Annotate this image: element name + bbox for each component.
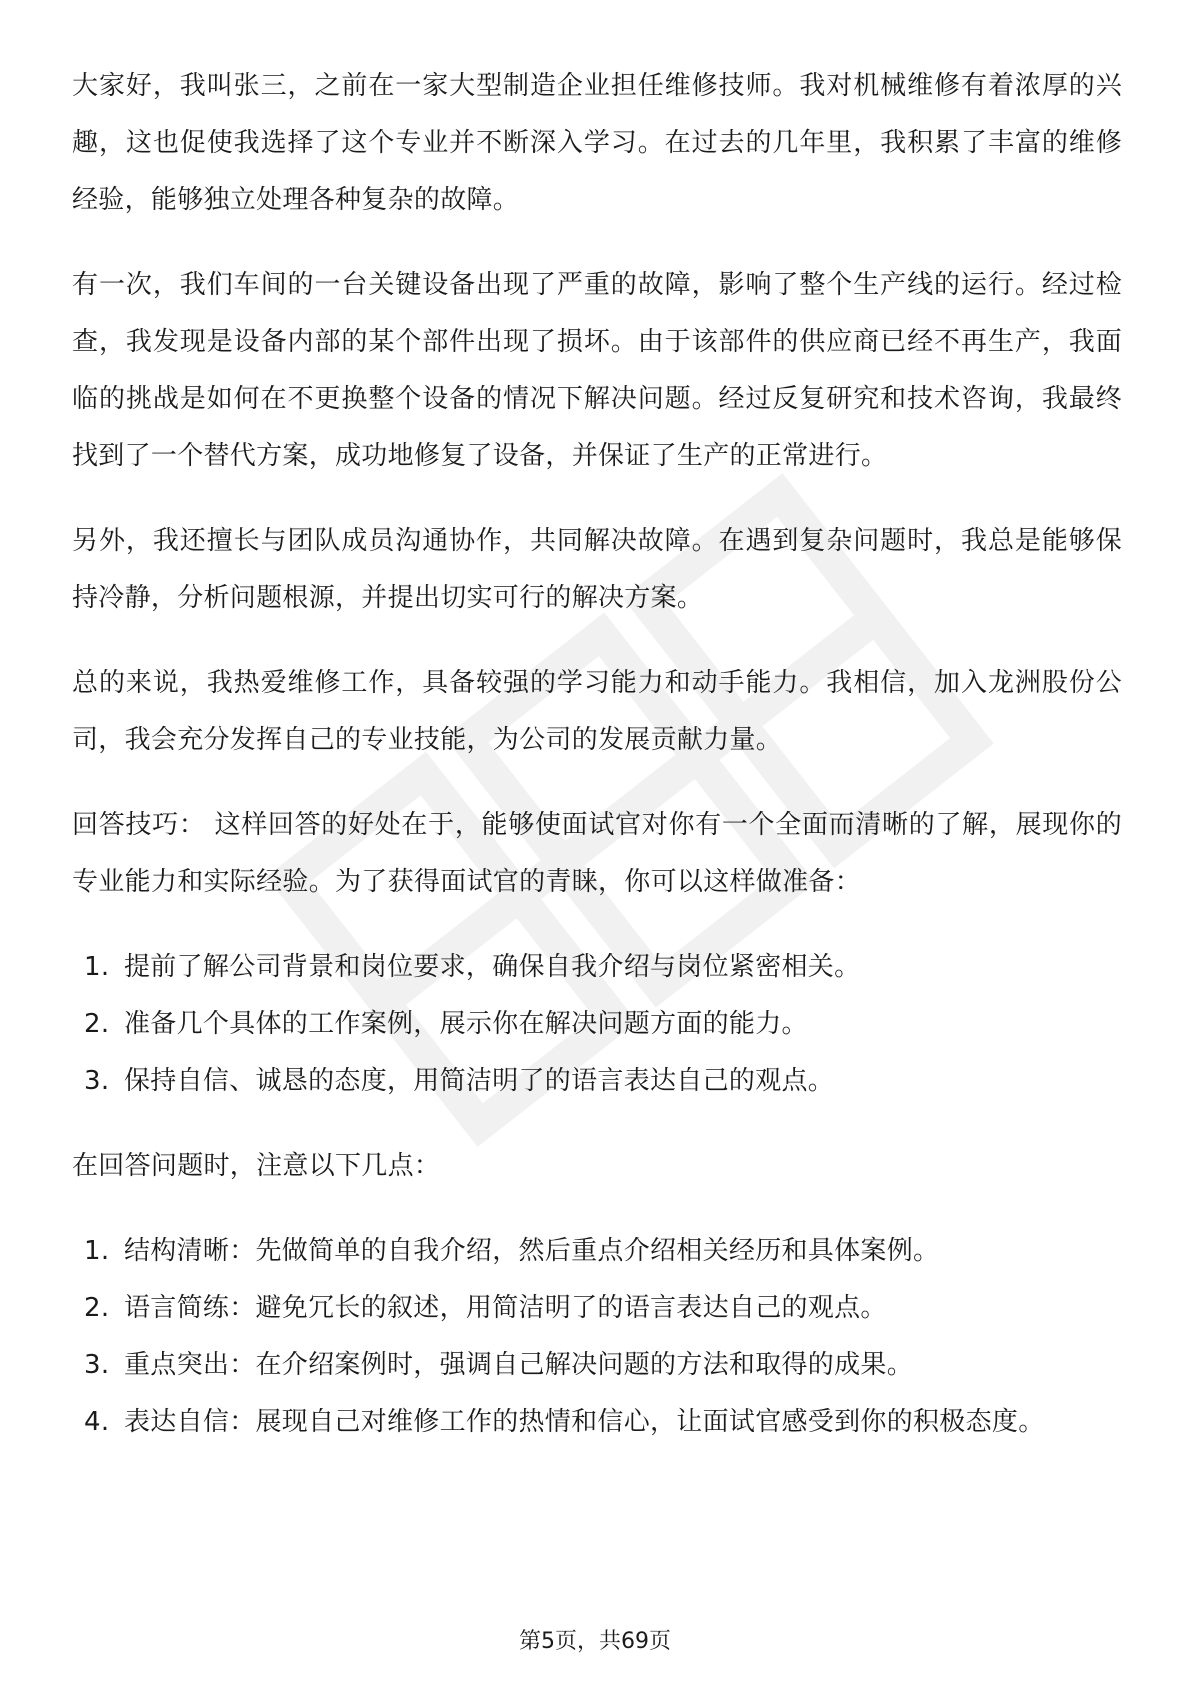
prep-list [72, 939, 1122, 1110]
list-item: 2. 准备几个具体的工作案例，展示你在解决问题方面的能力。 [84, 1009, 808, 1039]
notes-intro-paragraph: 在回答问题时，注意以下几点： [72, 1151, 441, 1181]
list-item: 1. 提前了解公司背景和岗位要求，确保自我介绍与岗位紧密相关。 [84, 952, 861, 982]
list-item: 4. 表达自信：展现自己对维修工作的热情和信心，让面试官感受到你的积极态度。 [84, 1407, 1045, 1437]
document-body [72, 58, 1122, 1479]
teamwork-paragraph: 另外，我还擅长与团队成员沟通协作，共同解决故障。在遇到复杂问题时，我总是能够保持冷静，分析问题根源，并提出切实可行的解决方案。 [72, 526, 1122, 613]
list-item: 2. 语言简练：避免冗长的叙述，用简洁明了的语言表达自己的观点。 [84, 1293, 887, 1323]
tips-paragraph: 回答技巧： 这样回答的好处在于，能够使面试官对你有一个全面而清晰的了解，展现你的专业能力和实际经验。为了获得面试官的青睐，你可以这样做准备： [72, 810, 1122, 897]
intro-paragraph: 大家好，我叫张三，之前在一家大型制造企业担任维修技师。我对机械维修有着浓厚的兴趣，这也促使我选择了这个专业并不断深入学习。在过去的几年里，我积累了丰富的维修经验，能够独立处理各种复杂的故障。 [72, 71, 1122, 215]
page-number: 第5页，共69页 [519, 1629, 671, 1654]
list-item: 3. 重点突出：在介绍案例时，强调自己解决问题的方法和取得的成果。 [84, 1350, 914, 1380]
list-item: 1. 结构清晰：先做简单的自我介绍，然后重点介绍相关经历和具体案例。 [84, 1236, 940, 1266]
story-paragraph: 有一次，我们车间的一台关键设备出现了严重的故障，影响了整个生产线的运行。经过检查，我发现是设备内部的某个部件出现了损坏。由于该部件的供应商已经不再生产，我面临的挑战是如何在不更换整个设备的情况下解决问题。经过反复研究和技术咨询，我最终找到了一个替代方案，成功地修复了设备，并保证了生产的正常进行。 [72, 270, 1122, 471]
summary-paragraph: 总的来说，我热爱维修工作，具备较强的学习能力和动手能力。我相信，加入龙洲股份公司，我会充分发挥自己的专业技能，为公司的发展贡献力量。 [72, 668, 1122, 755]
notes-list [72, 1223, 1122, 1451]
list-item: 3. 保持自信、诚恳的态度，用简洁明了的语言表达自己的观点。 [84, 1066, 835, 1096]
